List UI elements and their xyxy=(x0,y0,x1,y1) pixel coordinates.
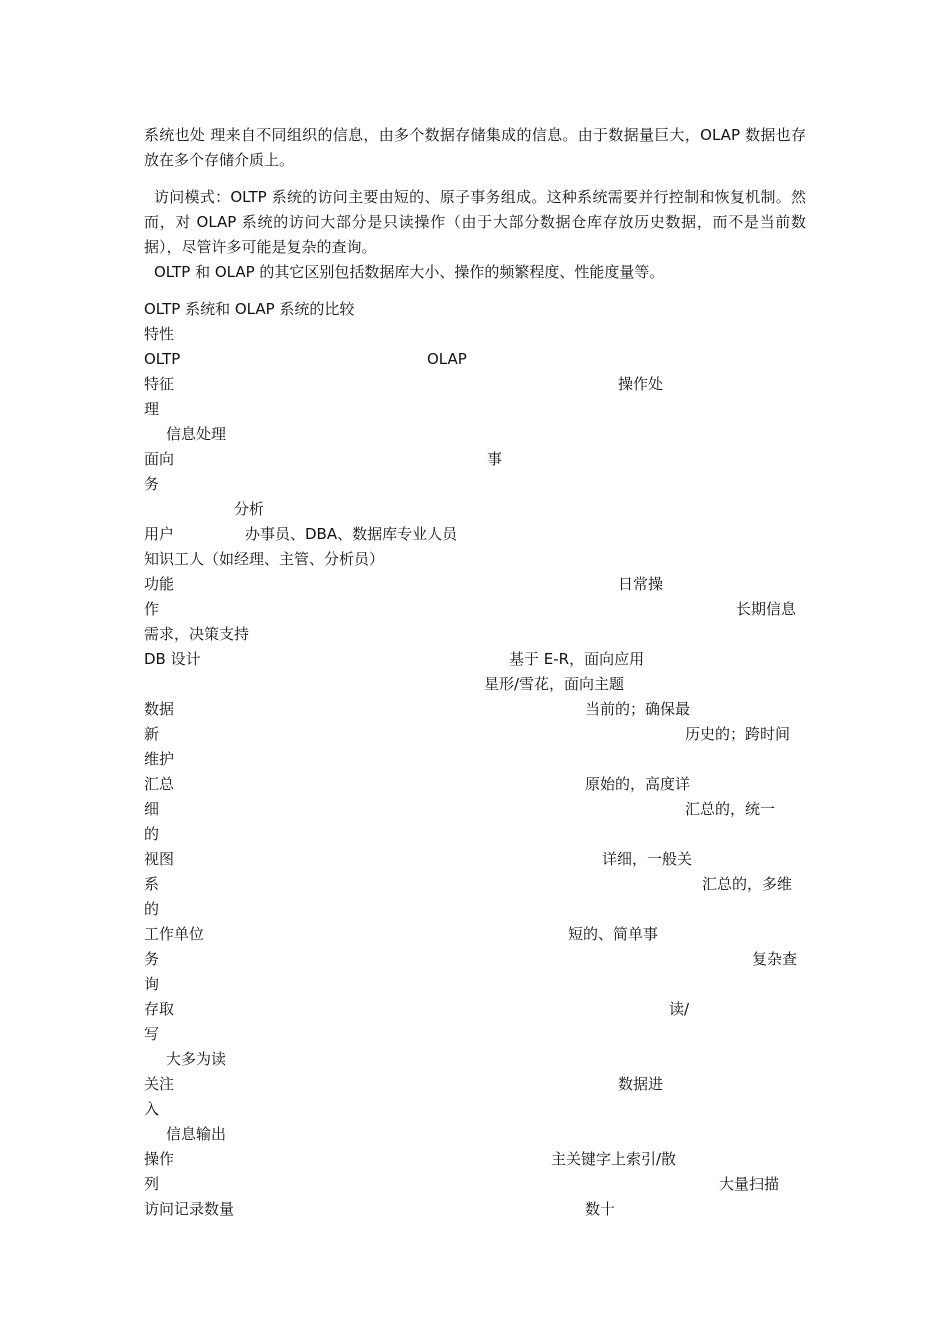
table-cell: 分析 xyxy=(234,500,265,518)
paragraph-storage: 系统也处 理来自不同组织的信息，由多个数据存储集成的信息。由于数据量巨大，OLAP 数据也存放在多个存储介质上。 xyxy=(144,126,806,169)
paragraph-other-differences: OLTP 和 OLAP 的其它区别包括数据库大小、操作的频繁程度、性能度量等。 xyxy=(154,263,665,281)
table-cell: 信息输出 xyxy=(166,1125,227,1143)
table-cell: 新 xyxy=(144,725,160,743)
table-cell: 工作单位 xyxy=(144,925,205,943)
table-cell: 细 xyxy=(144,800,160,818)
table-cell: 存取 xyxy=(144,1000,175,1018)
table-cell: 基于 E-R，面向应用 xyxy=(509,650,645,668)
comparison-table-title: OLTP 系统和 OLAP 系统的比较 xyxy=(144,300,355,318)
paragraph-access-mode: 访问模式：OLTP 系统的访问主要由短的、原子事务组成。这种系统需要并行控制和恢复机制。然而，对 OLAP 系统的访问大部分是只读操作（由于大部分数据仓库存放历史数据，而不是当前数据），尽管许多可能是复杂的查询。 xyxy=(144,188,806,256)
table-cell: 日常操 xyxy=(618,575,664,593)
table-cell: 务 xyxy=(144,475,160,493)
table-cell: 办事员、DBA、数据库专业人员 xyxy=(245,525,458,543)
table-cell: 汇总的，多维 xyxy=(702,875,793,893)
table-cell: 数据 xyxy=(144,700,175,718)
table-cell: 大量扫描 xyxy=(719,1175,780,1193)
table-cell: 维护 xyxy=(144,750,175,768)
table-cell: 写 xyxy=(144,1025,160,1043)
table-cell: 数十 xyxy=(585,1200,616,1218)
table-cell: 汇总的，统一 xyxy=(685,800,776,818)
table-cell: 关注 xyxy=(144,1075,175,1093)
table-cell: 的 xyxy=(144,900,160,918)
table-cell: 数据进 xyxy=(618,1075,664,1093)
table-cell: 复杂查 xyxy=(752,950,798,968)
table-cell: 历史的；跨时间 xyxy=(685,725,791,743)
table-cell: 读/ xyxy=(669,1000,690,1018)
table-cell: 务 xyxy=(144,950,160,968)
table-cell: 大多为读 xyxy=(166,1050,227,1068)
table-cell: 长期信息 xyxy=(736,600,797,618)
table-cell: DB 设计 xyxy=(144,650,201,668)
table-cell: 信息处理 xyxy=(166,425,227,443)
table-cell: 视图 xyxy=(144,850,175,868)
table-cell: 原始的，高度详 xyxy=(585,775,691,793)
table-cell: 功能 xyxy=(144,575,175,593)
table-cell: 汇总 xyxy=(144,775,175,793)
table-cell: 询 xyxy=(144,975,160,993)
table-cell: 星形/雪花，面向主题 xyxy=(484,675,625,693)
table-cell: 入 xyxy=(144,1100,160,1118)
table-cell: 事 xyxy=(487,450,503,468)
table-cell: OLAP xyxy=(427,350,467,368)
table-cell: 特征 xyxy=(144,375,175,393)
table-cell: 的 xyxy=(144,825,160,843)
table-cell: 短的、简单事 xyxy=(568,925,659,943)
table-cell: 访问记录数量 xyxy=(144,1200,235,1218)
table-cell: 面向 xyxy=(144,450,175,468)
table-cell: 列 xyxy=(144,1175,160,1193)
table-cell: OLTP xyxy=(144,350,181,368)
table-cell: 详细，一般关 xyxy=(602,850,693,868)
table-cell: 特性 xyxy=(144,325,175,343)
table-cell: 理 xyxy=(144,400,160,418)
table-cell: 主关键字上索引/散 xyxy=(551,1150,677,1168)
table-cell: 作 xyxy=(144,600,160,618)
table-cell: 需求，决策支持 xyxy=(144,625,250,643)
table-cell: 知识工人（如经理、主管、分析员） xyxy=(144,550,385,568)
table-cell: 操作处 xyxy=(618,375,664,393)
table-cell: 操作 xyxy=(144,1150,175,1168)
table-cell: 系 xyxy=(144,875,160,893)
table-cell: 当前的；确保最 xyxy=(585,700,691,718)
table-cell: 用户 xyxy=(144,525,175,543)
